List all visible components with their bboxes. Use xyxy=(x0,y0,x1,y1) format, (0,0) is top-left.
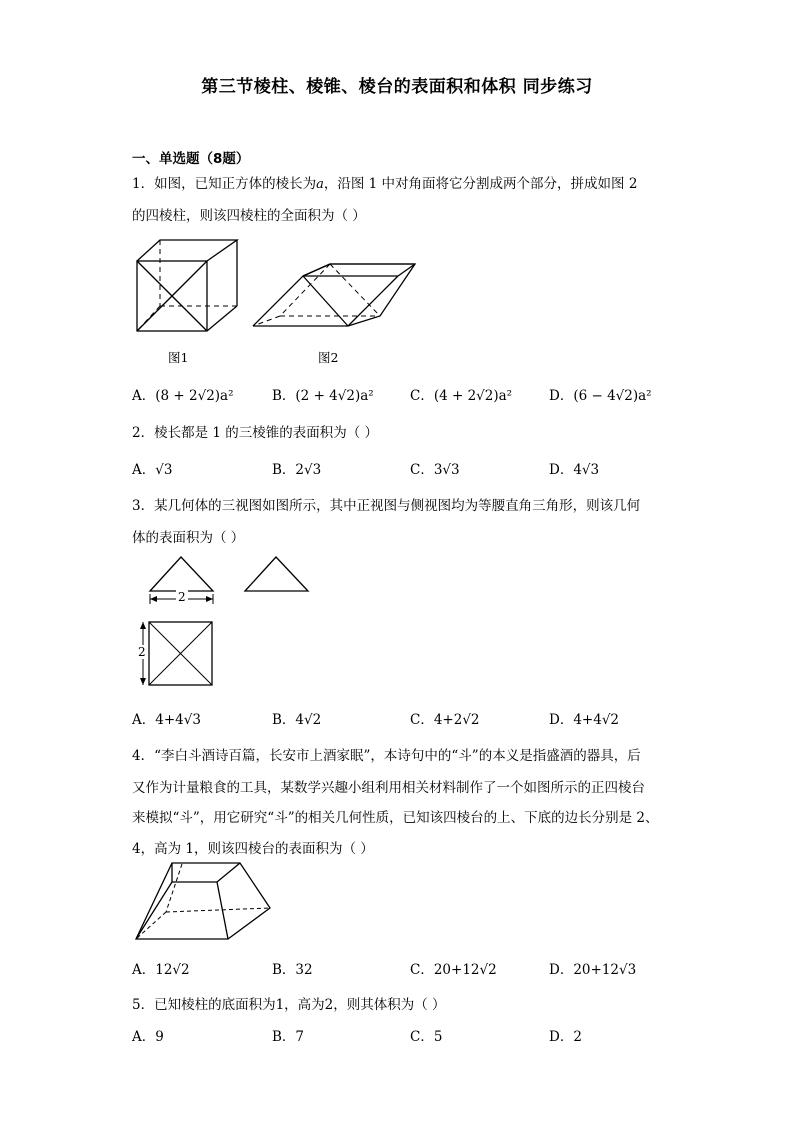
frustum-top-right xyxy=(217,863,240,882)
frustum-edge-front-left xyxy=(136,882,172,939)
q4-line3: 来模拟“斗”，用它研究“斗”的相关几何性质，已知该四棱台的上、下底的边长分别是 2、 xyxy=(132,810,659,826)
three-view-side xyxy=(243,553,313,598)
q4-line2: 又作为计量粮食的工具，某数学兴趣小组利用相关材料制作了一个如图所示的正四棱台 xyxy=(132,780,645,796)
q5-option-b[interactable]: B．7 xyxy=(272,1029,305,1045)
q4-option-d[interactable]: D．20+12√3 xyxy=(549,962,637,978)
prism-left-top xyxy=(303,264,330,276)
prism-hidden-4 xyxy=(330,264,380,316)
cube-figure-1 xyxy=(132,236,242,336)
three-view-top xyxy=(136,620,216,690)
frustum-outline xyxy=(136,863,270,939)
prism-front-diag xyxy=(303,276,348,326)
q2-option-d[interactable]: D．4√3 xyxy=(549,462,600,478)
q3-line2: 体的表面积为（ ） xyxy=(132,530,245,546)
frustum-hidden-2 xyxy=(166,908,270,912)
frustum-edge-front-right xyxy=(217,882,228,939)
frustum-figure xyxy=(132,858,272,943)
q4-line4: 4，高为 1，则该四棱台的表面积为（ ） xyxy=(132,841,374,857)
arrow-up xyxy=(140,622,146,629)
q1-line1 xyxy=(132,172,637,192)
cube-top-edges xyxy=(137,240,237,261)
arrow-left xyxy=(150,596,157,602)
q2-option-c[interactable]: C．3√3 xyxy=(410,462,460,478)
cube-hidden-left xyxy=(137,306,160,331)
q5-option-c[interactable]: C．5 xyxy=(410,1029,443,1045)
prism-right-top xyxy=(398,264,415,276)
front-view-triangle xyxy=(150,557,213,591)
q1-variable: a xyxy=(316,177,324,192)
figure-1-caption: 图1 xyxy=(168,350,189,365)
q3-option-b[interactable]: B．4√2 xyxy=(272,712,322,728)
q2-option-a[interactable]: A．√3 xyxy=(132,462,173,478)
q1-line2: 的四棱柱，则该四棱柱的全面积为（ ） xyxy=(132,208,366,224)
q1-option-a[interactable]: A．(8 + 2√2)a² xyxy=(132,388,234,404)
q4-option-b[interactable]: B．32 xyxy=(272,962,313,978)
q3-option-d[interactable]: D．4+4√2 xyxy=(549,712,620,728)
arrow-right xyxy=(206,596,213,602)
q4-line1: 4．“李白斗酒诗百篇，长安市上酒家眠”，本诗句中的“斗”的本义是指盛酒的器具，后 xyxy=(132,748,641,764)
side-view-triangle xyxy=(245,557,308,591)
q4-option-a[interactable]: A．12√2 xyxy=(132,962,190,978)
q1-option-d[interactable]: D．(6 − 4√2)a² xyxy=(549,388,652,404)
q1-option-b[interactable]: B．(2 + 4√2)a² xyxy=(272,388,374,404)
dim-height-label: 2 xyxy=(138,645,146,659)
figure-2-caption: 图2 xyxy=(318,350,339,365)
arrow-down xyxy=(140,678,146,685)
q1-text-b: ，沿图 1 中对角面将它分割成两个部分，拼成如图 2 xyxy=(323,176,638,192)
q2-option-b[interactable]: B．2√3 xyxy=(272,462,322,478)
q5-line1: 5．已知棱柱的底面积为1，高为2，则其体积为（ ） xyxy=(132,997,446,1013)
q3-line1: 3．某几何体的三视图如图所示，其中正视图与侧视图均为等腰直角三角形，则该几何 xyxy=(132,498,641,514)
section-heading: 一、单选题（8题） xyxy=(132,151,250,167)
q3-option-a[interactable]: A．4+4√3 xyxy=(132,712,201,728)
prism-figure-2 xyxy=(250,260,450,340)
prism-hidden-1 xyxy=(280,264,330,316)
q1-text-a: 1．如图，已知正方体的棱长为 xyxy=(132,176,317,192)
q1-option-c[interactable]: C．(4 + 2√2)a² xyxy=(410,388,513,404)
page-title: 第三节棱柱、棱锥、棱台的表面积和体积 同步练习 xyxy=(201,77,593,97)
prism-hidden-3 xyxy=(253,316,280,326)
dim-width-label: 2 xyxy=(178,590,186,604)
q4-option-c[interactable]: C．20+12√2 xyxy=(410,962,497,978)
q2-line1: 2．棱长都是 1 的三棱锥的表面积为（ ） xyxy=(132,425,379,441)
q5-option-d[interactable]: D．2 xyxy=(549,1029,582,1045)
q3-option-c[interactable]: C．4+2√2 xyxy=(410,712,480,728)
q5-option-a[interactable]: A．9 xyxy=(132,1029,164,1045)
cube-right-bottom-edge xyxy=(207,306,237,331)
